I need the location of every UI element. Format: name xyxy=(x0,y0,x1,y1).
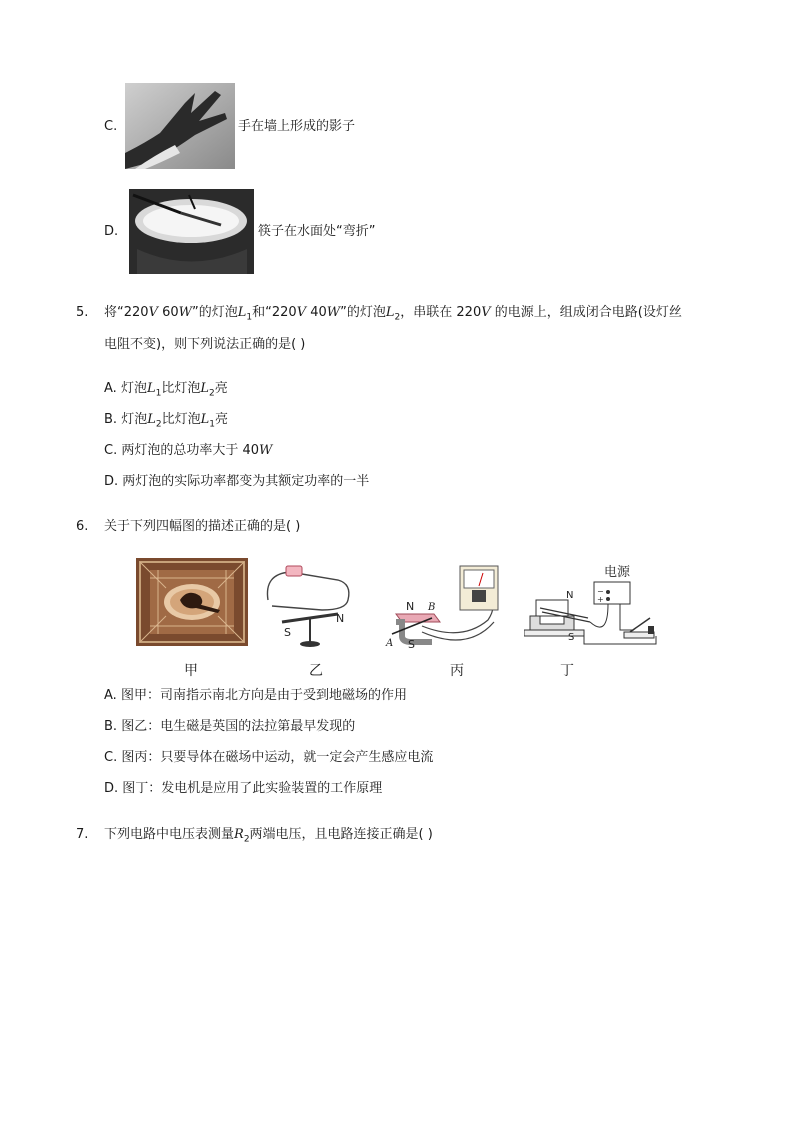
question-number-7: 7. xyxy=(76,827,89,842)
question-5-stem-line2: 电阻不变)，则下列说法正确的是( ) xyxy=(104,337,306,352)
question-5-stem-line1: 将“220V 60W”的灯泡$L_1$和“220V 40W”的灯泡$L_2$，串联在 220V 的电源上，组成闭合电路(设灯丝 xyxy=(104,305,682,323)
question-number-5: 5. xyxy=(76,305,89,320)
ding-s-label: S xyxy=(568,632,575,643)
option-label-c: C. xyxy=(104,119,118,134)
ding-power-label: 电源 xyxy=(604,565,631,580)
question-6-stem: 关于下列四幅图的描述正确的是( ) xyxy=(104,519,301,534)
option-text-d: 筷子在水面处“弯折” xyxy=(258,224,376,239)
ding-n-label: N xyxy=(566,590,574,601)
caption-jia: 甲 xyxy=(184,663,198,679)
hand-shadow-image xyxy=(125,83,235,169)
sinan-compass-figure xyxy=(136,558,248,646)
bing-n-label: N xyxy=(406,600,415,613)
bing-a-label: A xyxy=(386,638,394,649)
yi-n-label: N xyxy=(336,612,345,625)
q5-option-d: D. 两灯泡的实际功率都变为其额定功率的一半 xyxy=(104,474,370,489)
chopsticks-bowl-image xyxy=(129,189,254,274)
q5-option-c: C. 两灯泡的总功率大于 40W xyxy=(104,443,273,458)
q6-option-d: D. 图丁：发电机是应用了此实验装置的工作原理 xyxy=(104,781,383,796)
option-text-c: 手在墙上形成的影子 xyxy=(238,119,356,134)
motor-experiment-figure xyxy=(524,560,664,652)
caption-bing: 丙 xyxy=(450,663,464,679)
bing-b-label: B xyxy=(428,602,436,613)
q5-option-a: A. 灯泡$L_1$比灯泡$L_2$亮 xyxy=(104,381,228,399)
q6-option-b: B. 图乙：电生磁是英国的法拉第最早发现的 xyxy=(104,719,356,734)
q6-option-c: C. 图丙：只要导体在磁场中运动，就一定会产生感应电流 xyxy=(104,750,434,765)
svg-text:−: − xyxy=(597,587,604,596)
oersted-experiment-figure xyxy=(262,560,354,648)
q5-option-b: B. 灯泡$L_2$比灯泡$L_1$亮 xyxy=(104,412,228,430)
caption-ding: 丁 xyxy=(560,663,574,679)
induction-experiment-figure xyxy=(382,562,504,652)
q6-option-a: A. 图甲：司南指示南北方向是由于受到地磁场的作用 xyxy=(104,688,407,703)
svg-text:+: + xyxy=(597,595,604,604)
question-7-stem: 下列电路中电压表测量$R_2$两端电压，且电路连接正确是( ) xyxy=(104,827,433,845)
yi-s-label: S xyxy=(284,626,291,639)
question-number-6: 6. xyxy=(76,519,89,534)
caption-yi: 乙 xyxy=(309,663,323,679)
bing-s-label: S xyxy=(408,638,415,651)
option-label-d: D. xyxy=(104,224,119,239)
